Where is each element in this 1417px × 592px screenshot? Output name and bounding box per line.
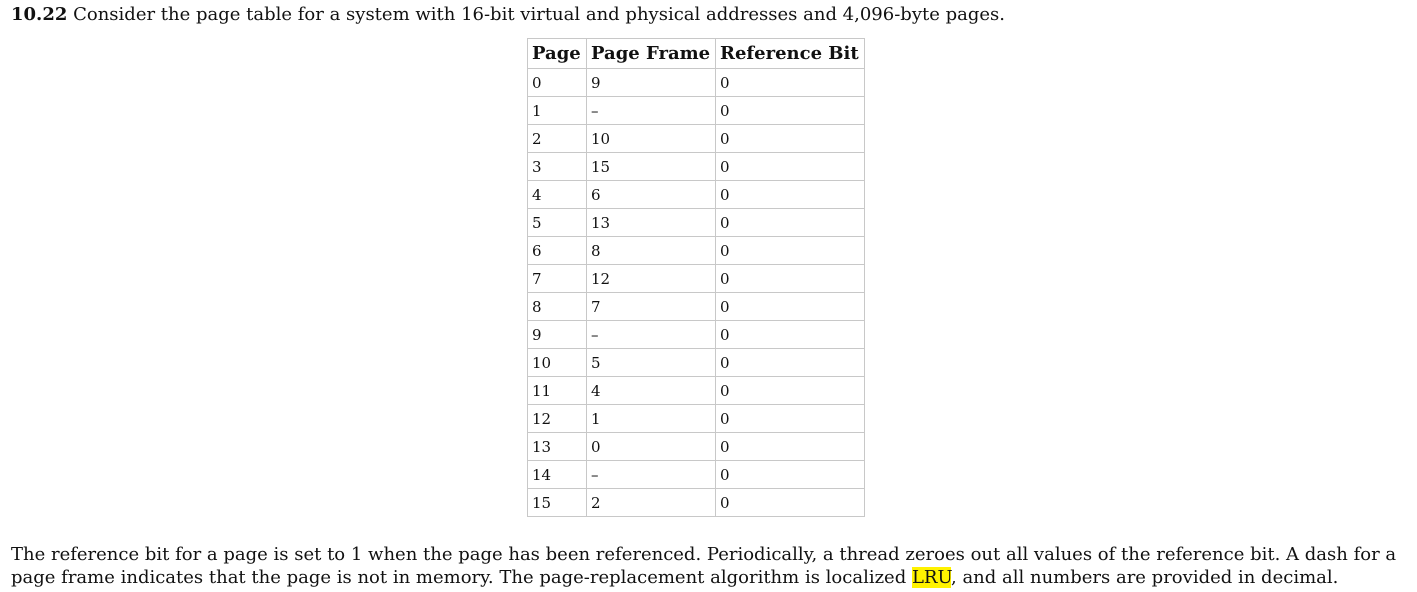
table-row — [528, 349, 865, 377]
cell-reference-bit: 0 — [716, 405, 865, 433]
table-row — [528, 265, 865, 293]
cell-page: 8 — [528, 293, 587, 321]
cell-page-frame: 0 — [587, 433, 716, 461]
table-header-row — [528, 39, 865, 69]
cell-page-frame: 8 — [587, 237, 716, 265]
question-text: Consider the page table for a system with 16-bit virtual and physical addresses and 4,096-byte pages. — [67, 4, 1005, 25]
table-row — [528, 433, 865, 461]
cell-page-frame: 13 — [587, 209, 716, 237]
highlighted-term: LRU — [911, 567, 951, 588]
cell-page-frame: 10 — [587, 125, 716, 153]
table-row — [528, 489, 865, 517]
cell-reference-bit: 0 — [716, 97, 865, 125]
table-row — [528, 461, 865, 489]
cell-page-frame: 12 — [587, 265, 716, 293]
cell-reference-bit: 0 — [716, 433, 865, 461]
cell-page-frame: 15 — [587, 153, 716, 181]
table-row — [528, 97, 865, 125]
cell-page-frame: – — [587, 97, 716, 125]
cell-page: 0 — [528, 69, 587, 97]
cell-reference-bit: 0 — [716, 489, 865, 517]
cell-page-frame: – — [587, 321, 716, 349]
cell-reference-bit: 0 — [716, 125, 865, 153]
question-heading — [11, 3, 1005, 27]
cell-page: 13 — [528, 433, 587, 461]
cell-page-frame: 2 — [587, 489, 716, 517]
table-row — [528, 153, 865, 181]
cell-page: 14 — [528, 461, 587, 489]
question-number: 10.22 — [11, 4, 68, 25]
cell-reference-bit: 0 — [716, 321, 865, 349]
table-row — [528, 125, 865, 153]
footnote-text-end: , and all numbers are provided in decimal. — [951, 567, 1339, 588]
cell-page: 11 — [528, 377, 587, 405]
table-row — [528, 237, 865, 265]
table-body — [528, 69, 865, 517]
cell-reference-bit: 0 — [716, 209, 865, 237]
cell-page: 15 — [528, 489, 587, 517]
cell-page: 3 — [528, 153, 587, 181]
table-row — [528, 293, 865, 321]
cell-page-frame: 6 — [587, 181, 716, 209]
cell-page-frame: – — [587, 461, 716, 489]
table-row — [528, 181, 865, 209]
cell-page: 6 — [528, 237, 587, 265]
table-row — [528, 209, 865, 237]
cell-page: 7 — [528, 265, 587, 293]
column-header-page-frame: Page Frame — [587, 39, 716, 69]
cell-reference-bit: 0 — [716, 461, 865, 489]
cell-page: 4 — [528, 181, 587, 209]
cell-page-frame: 1 — [587, 405, 716, 433]
cell-page: 12 — [528, 405, 587, 433]
cell-page-frame: 5 — [587, 349, 716, 377]
cell-page: 5 — [528, 209, 587, 237]
cell-page-frame: 9 — [587, 69, 716, 97]
cell-reference-bit: 0 — [716, 153, 865, 181]
cell-reference-bit: 0 — [716, 181, 865, 209]
cell-page: 1 — [528, 97, 587, 125]
cell-reference-bit: 0 — [716, 293, 865, 321]
table-row — [528, 405, 865, 433]
table-row — [528, 377, 865, 405]
cell-reference-bit: 0 — [716, 265, 865, 293]
cell-page: 2 — [528, 125, 587, 153]
cell-page-frame: 7 — [587, 293, 716, 321]
column-header-page: Page — [528, 39, 587, 69]
table-row — [528, 69, 865, 97]
cell-page: 10 — [528, 349, 587, 377]
cell-reference-bit: 0 — [716, 237, 865, 265]
footnote-paragraph — [11, 543, 1401, 589]
cell-page-frame: 4 — [587, 377, 716, 405]
cell-page: 9 — [528, 321, 587, 349]
cell-reference-bit: 0 — [716, 377, 865, 405]
footnote-text: The reference bit for a page is set to 1 when the page has been referenced. Periodically, a thread zeroes out all values of the reference bit. A dash for a page frame indicates that the page is not in memory. The page-replacement algorithm is localized — [11, 544, 1397, 588]
column-header-reference-bit: Reference Bit — [716, 39, 865, 69]
cell-reference-bit: 0 — [716, 349, 865, 377]
cell-reference-bit: 0 — [716, 69, 865, 97]
page-table — [527, 38, 865, 517]
table-row — [528, 321, 865, 349]
